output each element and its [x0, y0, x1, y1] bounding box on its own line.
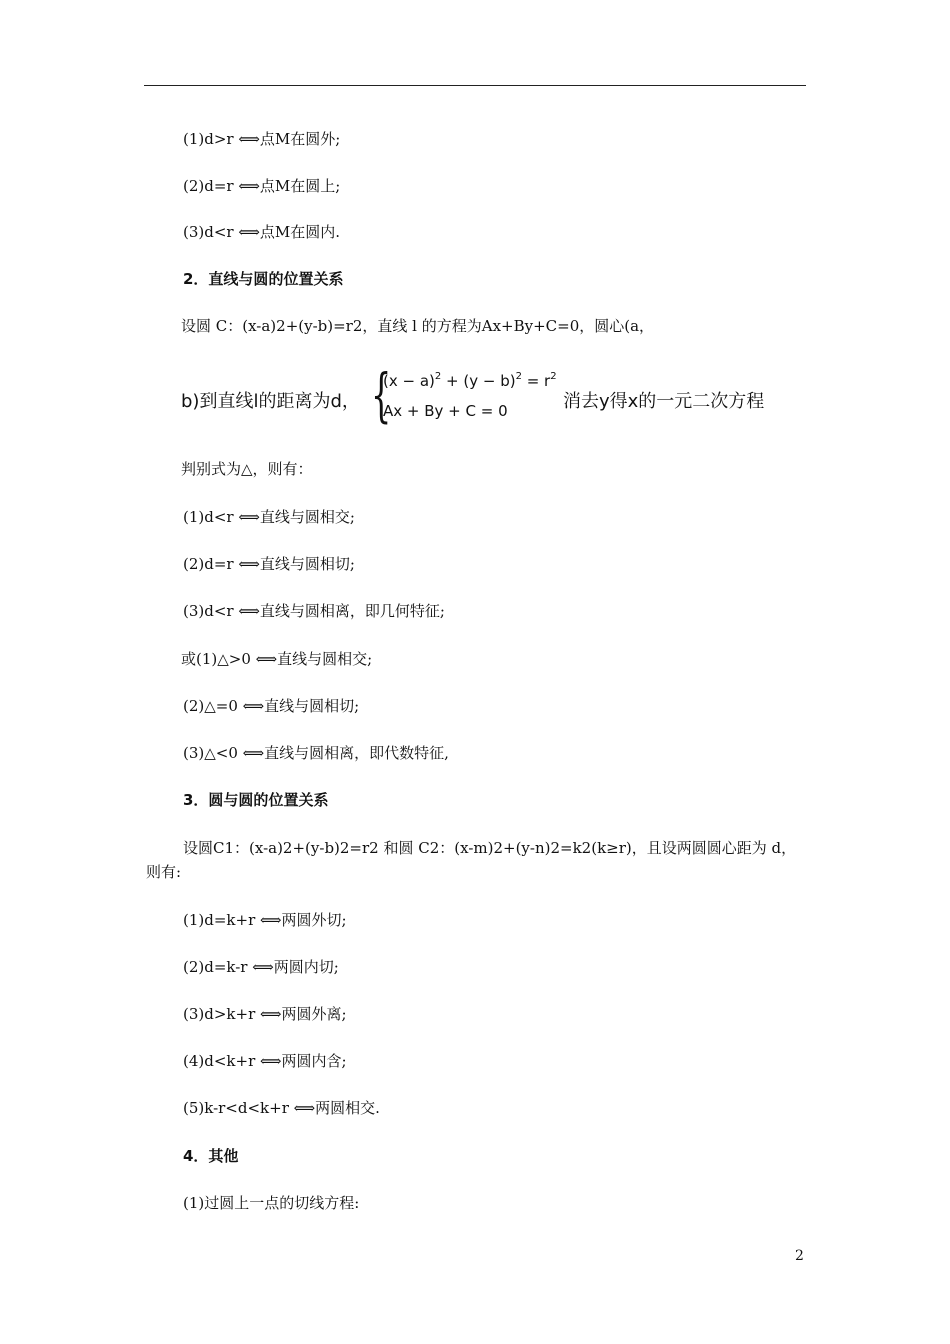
equation-system: [371, 361, 557, 429]
equation-tail-text: 消去y得x的一元二次方程: [563, 391, 765, 412]
header-rule: [144, 85, 806, 86]
section-2-setup: 设圆 C：(x-a)2+(y-b)=r2，直线 l 的方程为Ax+By+C=0，圆心(a，: [181, 317, 655, 335]
circles-intersect: (5)k-r<d<k+r ⟺两圆相交.: [183, 1099, 380, 1117]
circles-separate: (3)d>k+r ⟺两圆外离;: [183, 1005, 347, 1023]
section-3-setup: 设圆C1：(x-a)2+(y-b)2=r2 和圆 C2：(x-m)2+(y-n)2=k2(k≥r)，且设两圆圆心距为 d，: [183, 839, 797, 857]
tangent-line-equation-text: (1)过圆上一点的切线方程:: [183, 1194, 360, 1212]
equation-lead-text: b)到直线l的距离为d，: [181, 391, 360, 412]
point-on-line: (2)d=r ⟺点M在圆上;: [183, 177, 341, 195]
line-separate-geometric: (3)d<r ⟺直线与圆相离，即几何特征;: [183, 602, 445, 620]
discriminant-text: 判别式为△，则有：: [181, 460, 313, 478]
page-number: 2: [795, 1248, 804, 1264]
line-tangent: (2)d=r ⟺直线与圆相切;: [183, 555, 355, 573]
delta-positive-line: 或(1)△>0 ⟺直线与圆相交;: [181, 650, 373, 668]
point-inside-line: (3)d<r ⟺点M在圆内.: [183, 223, 340, 241]
delta-zero-line: (2)△=0 ⟺直线与圆相切;: [183, 697, 360, 715]
circles-external-tangent: (1)d=k+r ⟺两圆外切;: [183, 911, 347, 929]
circles-contained: (4)d<k+r ⟺两圆内含;: [183, 1052, 347, 1070]
section-3-heading: 3．圆与圆的位置关系: [183, 791, 329, 809]
delta-negative-line: (3)△<0 ⟺直线与圆相离，即代数特征,: [183, 744, 449, 762]
section-2-heading: 2．直线与圆的位置关系: [183, 270, 344, 288]
point-outside-line: (1)d>r ⟺点M在圆外;: [183, 130, 341, 148]
circles-internal-tangent: (2)d=k-r ⟺两圆内切;: [183, 958, 339, 976]
equation-system-row: [181, 361, 801, 430]
section-3-setup-cont: 则有:: [146, 863, 182, 881]
left-brace: {: [371, 361, 392, 429]
line-intersect: (1)d<r ⟺直线与圆相交;: [183, 508, 355, 526]
equation-line: Ax + By + C = 0: [383, 402, 508, 420]
section-4-heading: 4．其他: [183, 1147, 239, 1165]
equation-circle: $(x - a)^2 + (y - b)^2 = r^2$: [383, 371, 557, 390]
